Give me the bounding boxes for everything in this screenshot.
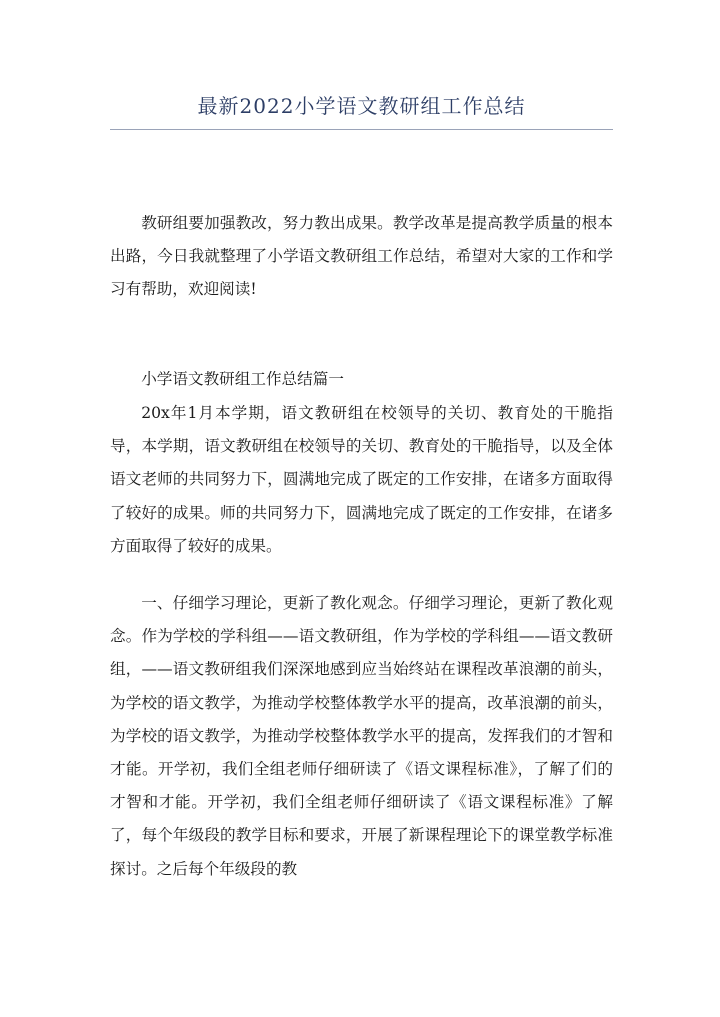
intro-paragraph: 教研组要加强教改，努力教出成果。教学改革是提高教学质量的根本出路，今日我就整理了小学语文教研组工作总结，希望对大家的工作和学习有帮助，欢迎阅读! [110,214,613,299]
section-heading: 小学语文教研组工作总结篇一 [141,370,344,388]
document-title: 最新2022小学语文教研组工作总结 [197,94,526,118]
title-divider [110,129,613,130]
body-paragraph-1: 20x年1月本学期，语文教研组在校领导的关切、教育处的干脆指导，本学期，语文教研组在校领导的关切、教育处的干脆指导，以及全体语文老师的共同努力下，圆满地完成了既定的工作安排，在诸多方面取得了较好的成果。师的共同努力下，圆满地完成了既定的工作安排，在诸多方面取得了较好的成果。 [110,404,613,555]
body-paragraph-2: 一、仔细学习理论，更新了教化观念。仔细学习理论，更新了教化观念。作为学校的学科组——语文教研组，作为学校的学科组——语文教研组，——语文教研组我们深深地感到应当始终站在课程改革浪潮的前头，为学校的语文教学，为推动学校整体教学水平的提高，改革浪潮的前头，为学校的语文教学，为推动学校整体教学水平的提高，发挥我们的才智和才能。开学初，我们全组老师仔细研读了《语文课程标准》，了解了们的才智和才能。开学初，我们全组老师仔细研读了《语文课程标准》了解了，每个年级段的教学目标和要求，开展了新课程理论下的课堂教学标准探讨。之后每个年级段的教 [110,594,613,878]
